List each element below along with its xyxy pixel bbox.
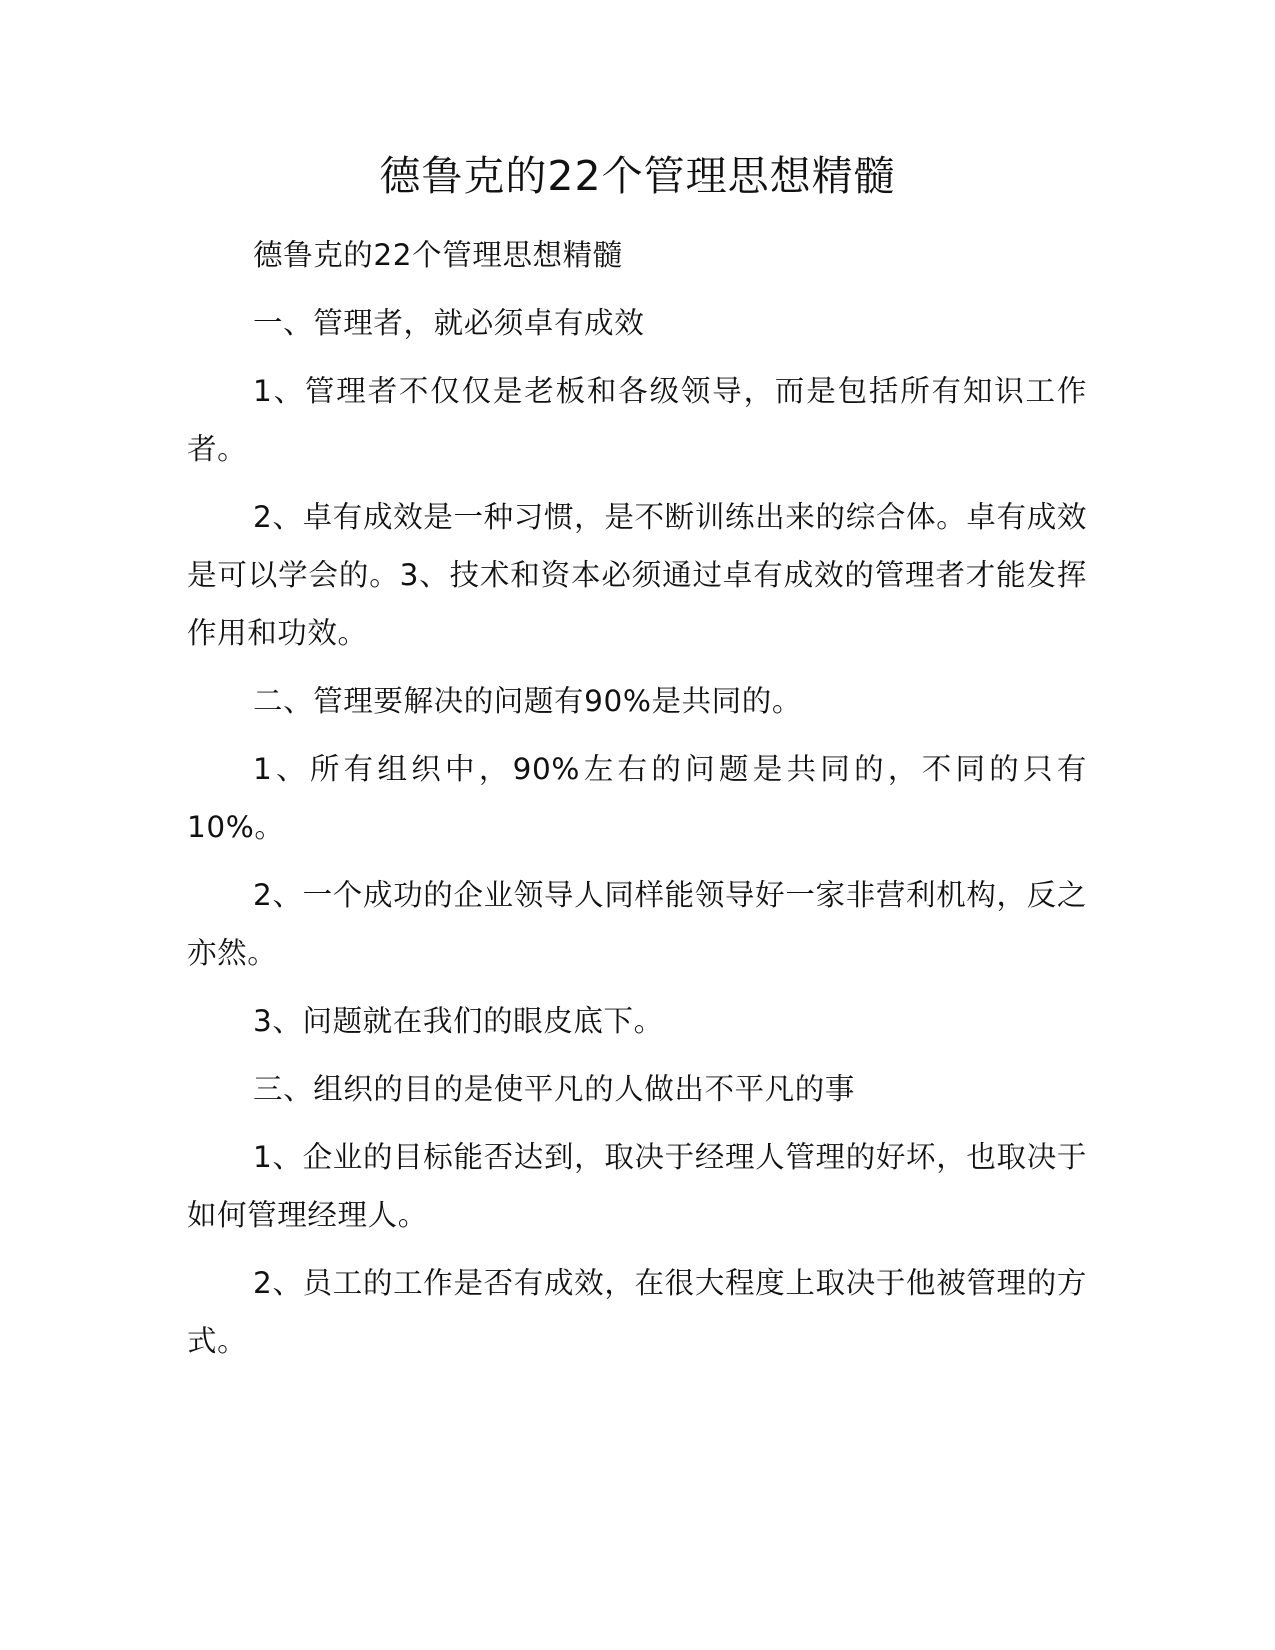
paragraph: 1、企业的目标能否达到，取决于经理人管理的好坏，也取决于如何管理经理人。 xyxy=(187,1140,1087,1232)
paragraph: 2、员工的工作是否有成效，在很大程度上取决于他被管理的方式。 xyxy=(187,1266,1087,1358)
paragraph: 2、一个成功的企业领导人同样能领导好一家非营利机构，反之亦然。 xyxy=(187,878,1087,970)
paragraph: 1、所有组织中，90%左右的问题是共同的，不同的只有10%。 xyxy=(187,752,1087,844)
section-heading-2: 二、管理要解决的问题有90%是共同的。 xyxy=(253,684,802,718)
paragraph: 3、问题就在我们的眼皮底下。 xyxy=(253,1004,664,1038)
section-heading-1: 一、管理者，就必须卓有成效 xyxy=(253,306,645,340)
document-title: 德鲁克的22个管理思想精髓 xyxy=(379,152,896,200)
document-body xyxy=(187,226,1087,1380)
paragraph-subtitle: 德鲁克的22个管理思想精髓 xyxy=(253,238,623,272)
section-heading-3: 三、组织的目的是使平凡的人做出不平凡的事 xyxy=(253,1072,856,1106)
paragraph: 1、管理者不仅仅是老板和各级领导，而是包括所有知识工作者。 xyxy=(187,374,1087,466)
paragraph: 2、卓有成效是一种习惯，是不断训练出来的综合体。卓有成效是可以学会的。3、技术和资本必须通过卓有成效的管理者才能发挥作用和功效。 xyxy=(187,500,1087,650)
